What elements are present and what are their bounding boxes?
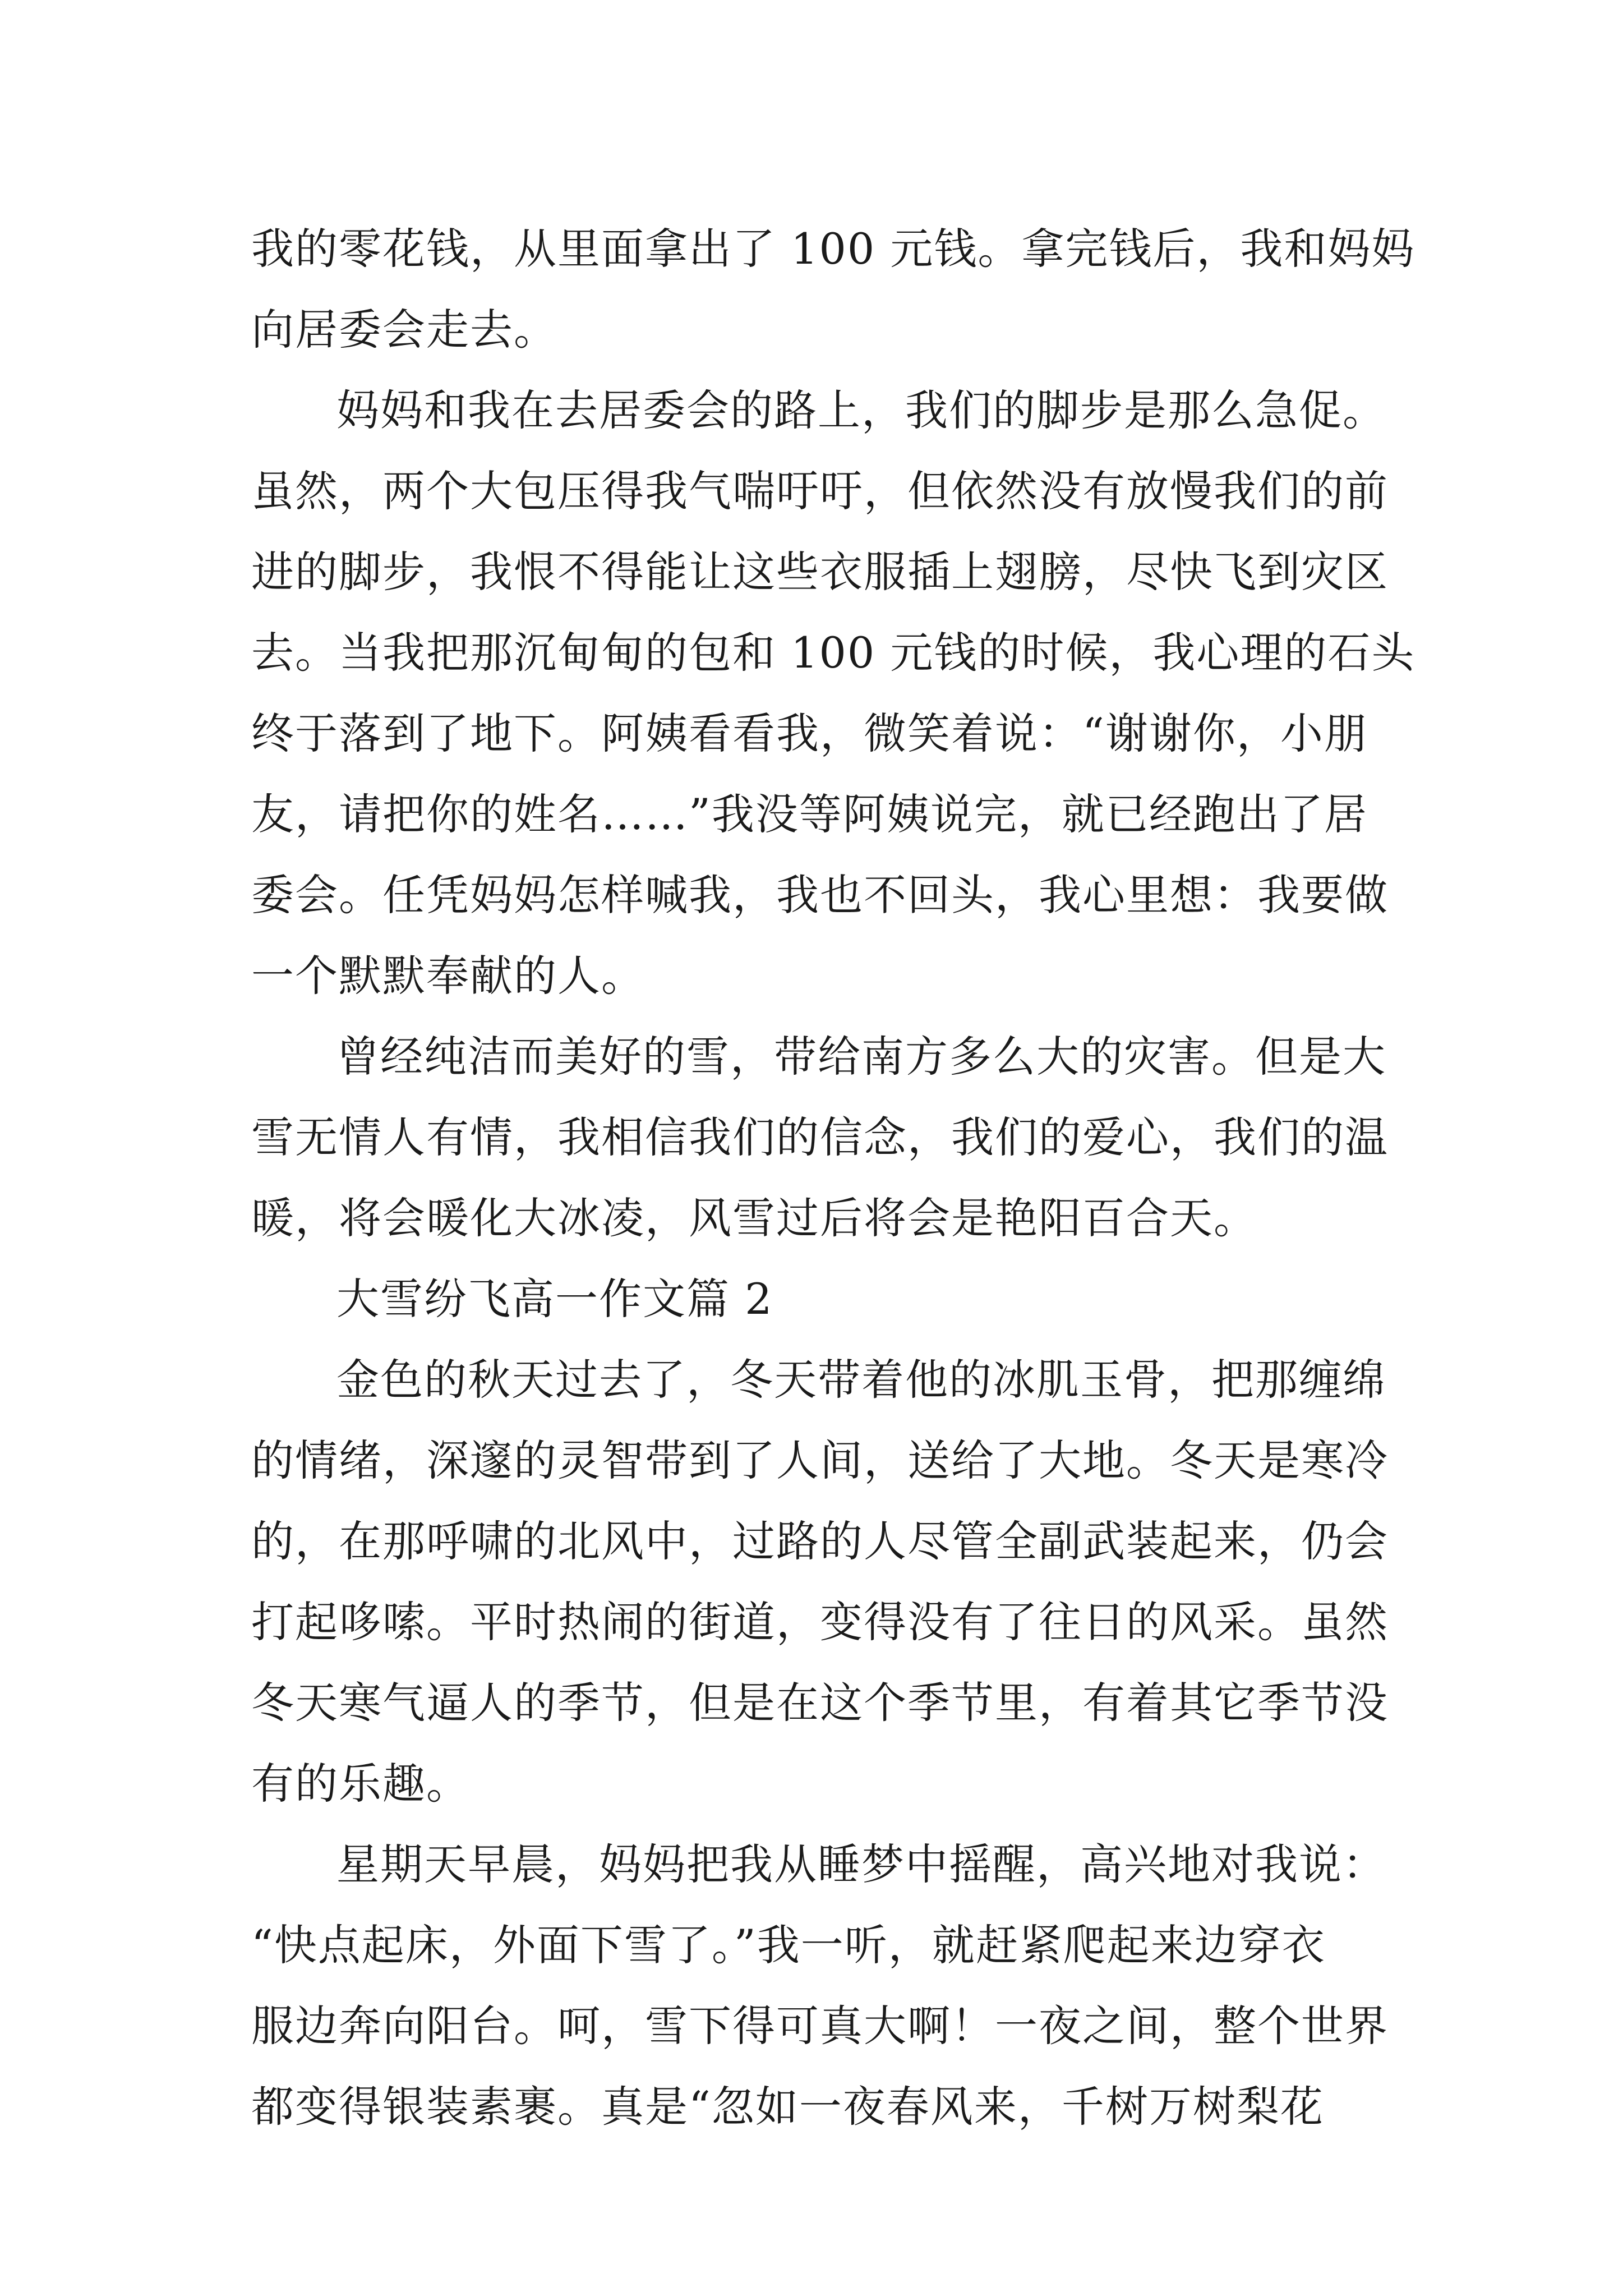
text-line: 金色的秋天过去了，冬天带着他的冰肌玉骨，把那缠绵: [336, 1355, 1386, 1405]
text-line: 一个默默奉献的人。: [251, 951, 645, 1001]
text-line: 妈妈和我在去居委会的路上，我们的脚步是那么急促。: [336, 385, 1386, 435]
text-line: 去。当我把那沉甸甸的包和 100 元钱的时候，我心理的石头: [251, 628, 1415, 678]
text-line: 终于落到了地下。阿姨看看我，微笑着说：“谢谢你，小朋: [251, 708, 1368, 758]
text-line: 向居委会走去。: [251, 305, 557, 355]
section-heading: 大雪纷飞高一作文篇 2: [336, 1274, 773, 1324]
text-line: 暖，将会暖化大冰凌，风雪过后将会是艳阳百合天。: [251, 1193, 1257, 1243]
text-line: 的，在那呼啸的北风中，过路的人尽管全副武装起来，仍会: [251, 1516, 1389, 1566]
text-line: 的情绪，深邃的灵智带到了人间，送给了大地。冬天是寒冷: [251, 1435, 1389, 1485]
essay-text-body: [251, 209, 1429, 2147]
text-line: 有的乐趣。: [251, 1759, 470, 1809]
text-line: 都变得银装素裹。真是“忽如一夜春风来，千树万树梨花: [251, 2082, 1324, 2132]
text-line: 虽然，两个大包压得我气喘吁吁，但依然没有放慢我们的前: [251, 466, 1389, 516]
text-line: 曾经纯洁而美好的雪，带给南方多么大的灾害。但是大: [336, 1032, 1386, 1082]
text-line: 打起哆嗦。平时热闹的街道，变得没有了往日的风采。虽然: [251, 1597, 1389, 1647]
text-line: 雪无情人有情，我相信我们的信念，我们的爱心，我们的温: [251, 1112, 1389, 1162]
text-line: 友，请把你的姓名……”我没等阿姨说完，就已经跑出了居: [251, 789, 1368, 839]
text-line: 冬天寒气逼人的季节，但是在这个季节里，有着其它季节没: [251, 1678, 1389, 1728]
text-line: 委会。任凭妈妈怎样喊我，我也不回头，我心里想：我要做: [251, 870, 1389, 920]
text-line: 我的零花钱，从里面拿出了 100 元钱。拿完钱后，我和妈妈: [251, 224, 1415, 274]
text-line: “快点起床，外面下雪了。”我一听，就赶紧爬起来边穿衣: [251, 1920, 1326, 1970]
text-line: 星期天早晨，妈妈把我从睡梦中摇醒，高兴地对我说：: [336, 1839, 1386, 1889]
text-line: 进的脚步，我恨不得能让这些衣服插上翅膀，尽快飞到灾区: [251, 547, 1389, 597]
text-line: 服边奔向阳台。呵，雪下得可真大啊！一夜之间，整个世界: [251, 2001, 1389, 2051]
